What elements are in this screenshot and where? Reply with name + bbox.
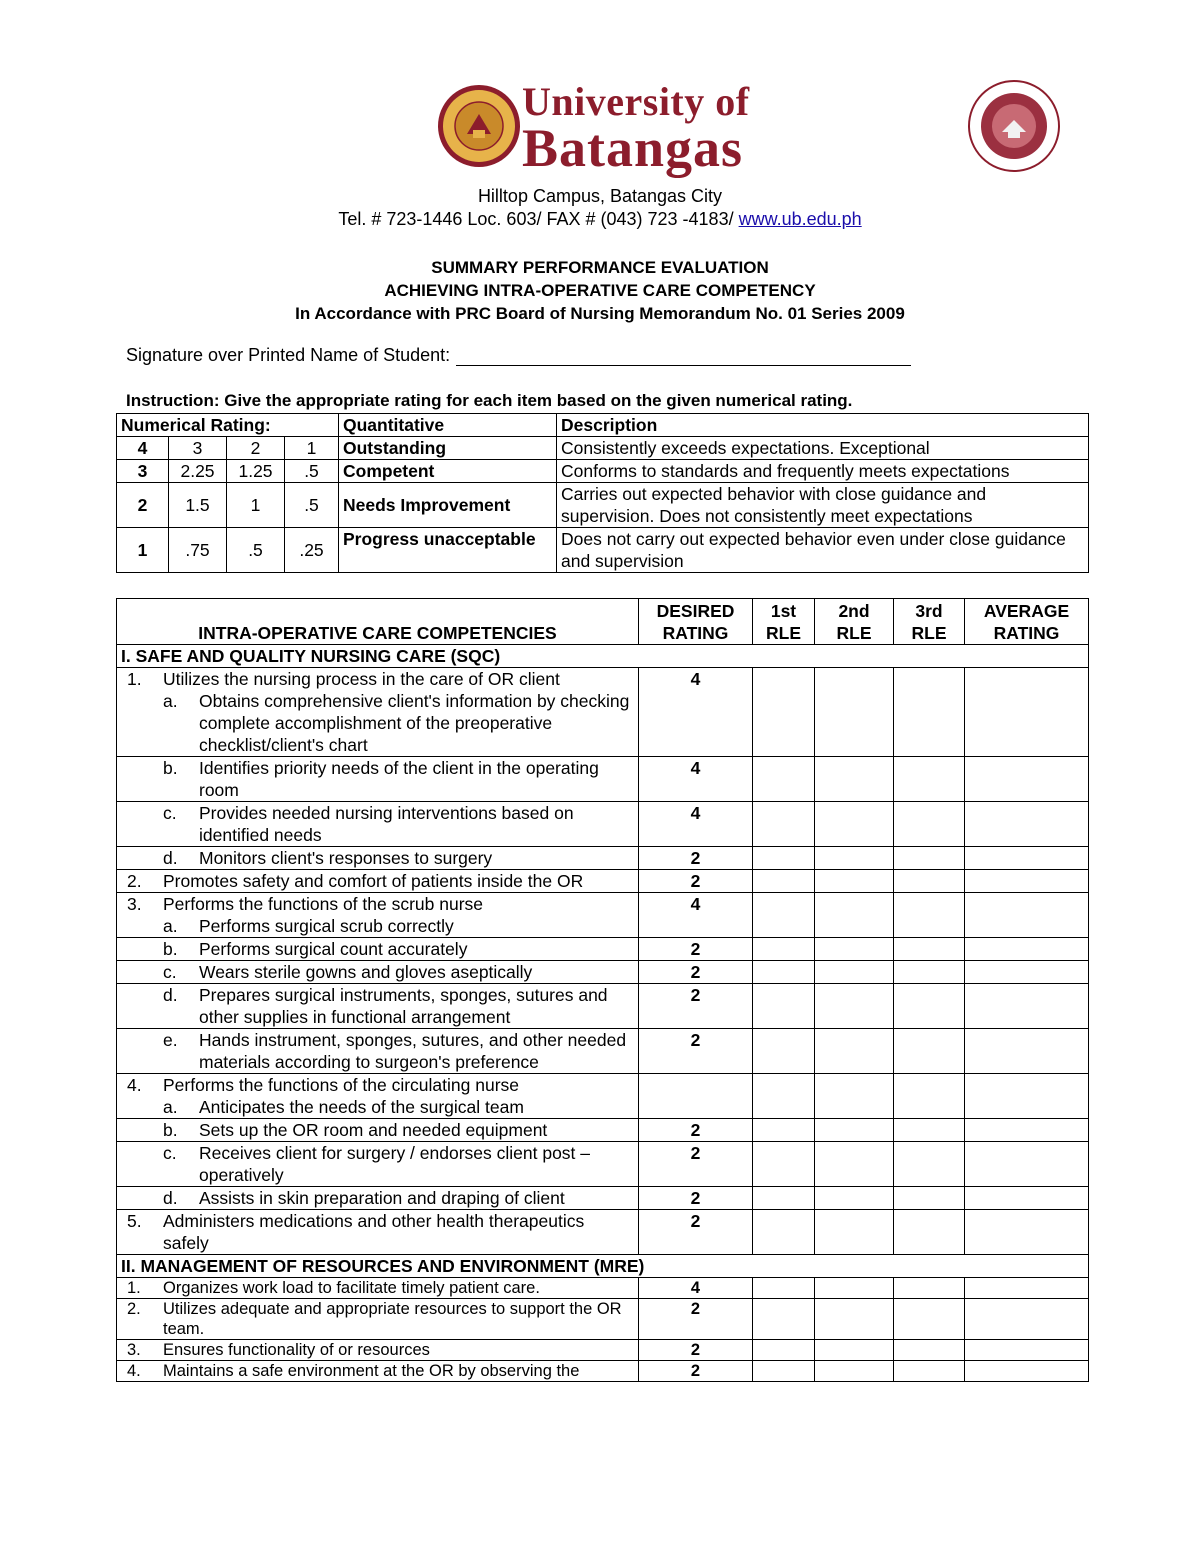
average-input[interactable] — [965, 961, 1089, 984]
desired-rating: 2 — [639, 1340, 753, 1361]
rle2-input[interactable] — [815, 847, 894, 870]
average-input[interactable] — [965, 1210, 1089, 1255]
contact-text: Tel. # 723-1446 Loc. 603/ FAX # (043) 723 -4183/ — [338, 209, 739, 229]
table-row — [117, 1187, 1089, 1210]
desired-rating: 2 — [639, 961, 753, 984]
rle2-input[interactable] — [815, 1278, 894, 1299]
item-number: 5. — [127, 1211, 142, 1231]
table-row — [117, 1278, 1089, 1299]
desired-rating: 2 — [639, 1187, 753, 1210]
rating-value: 2 — [117, 483, 169, 528]
rating-description: Does not carry out expected behavior even under close guidance and supervision — [557, 528, 1089, 573]
item-number: 1. — [127, 669, 142, 689]
table-row — [117, 870, 1089, 893]
item-number: e. — [163, 1030, 178, 1050]
rle1-input[interactable] — [753, 847, 815, 870]
table-row — [117, 1142, 1089, 1187]
table-row — [117, 984, 1089, 1029]
quantitative-header: Quantitative — [339, 414, 557, 437]
average-rating-header: AVERAGE RATING — [965, 599, 1089, 645]
table-row — [117, 1340, 1089, 1361]
wordmark-line2: Batangas — [522, 118, 744, 178]
rating-value: 3 — [169, 437, 227, 460]
desired-rating: 2 — [639, 984, 753, 1029]
average-input[interactable] — [965, 1361, 1089, 1382]
average-input[interactable] — [965, 1142, 1089, 1187]
table-row — [117, 757, 1089, 802]
desired-rating-header: DESIRED RATING — [639, 599, 753, 645]
average-input[interactable] — [965, 870, 1089, 893]
rating-value: 1.25 — [227, 460, 285, 483]
section-sqc: I. SAFE AND QUALITY NURSING CARE (SQC) — [117, 645, 1089, 668]
item-text: Ensures functionality of or resources — [163, 1341, 430, 1359]
average-input[interactable] — [965, 1340, 1089, 1361]
wordmark-line1: University of — [522, 79, 750, 124]
campus-address: Hilltop Campus, Batangas City — [477, 186, 723, 206]
average-input[interactable] — [965, 1119, 1089, 1142]
item-number: a. — [163, 691, 178, 711]
desired-rating: 2 — [639, 1119, 753, 1142]
rle3-input[interactable] — [894, 1340, 965, 1361]
rating-description: Conforms to standards and frequently meets expectations — [557, 460, 1089, 483]
rle1-input[interactable] — [753, 1119, 815, 1142]
average-input[interactable] — [965, 668, 1089, 757]
item-number: d. — [163, 985, 178, 1005]
table-row — [117, 1361, 1089, 1382]
rle2-input[interactable] — [815, 1142, 894, 1187]
item-text: Identifies priority needs of the client in the operating room — [199, 758, 599, 800]
table-row — [117, 938, 1089, 961]
item-number: 4. — [127, 1075, 142, 1095]
title-line3: In Accordance with PRC Board of Nursing Memorandum No. 01 Series 2009 — [295, 304, 905, 323]
rating-value: 1 — [117, 528, 169, 573]
rle2-input[interactable] — [815, 870, 894, 893]
rle3-input[interactable] — [894, 1187, 965, 1210]
rle2-input[interactable] — [815, 802, 894, 847]
item-text: Receives client for surgery / endorses client post –operatively — [199, 1143, 591, 1185]
rle3-input[interactable] — [894, 802, 965, 847]
rating-scale-table — [116, 413, 1089, 573]
item-text: Performs the functions of the circulating nurse — [163, 1075, 520, 1095]
rle2-input[interactable] — [815, 1029, 894, 1074]
rle2-input[interactable] — [815, 757, 894, 802]
rle1-input[interactable] — [753, 1074, 815, 1119]
desired-rating: 2 — [639, 938, 753, 961]
rating-description: Consistently exceeds expectations. Exceptional — [557, 437, 1089, 460]
rle3-input[interactable] — [894, 1029, 965, 1074]
rle3-input[interactable] — [894, 1299, 965, 1340]
rle1-input[interactable] — [753, 1278, 815, 1299]
desired-rating: 2 — [639, 1029, 753, 1074]
table-row — [117, 802, 1089, 847]
item-number: a. — [163, 1097, 178, 1117]
rle2-input[interactable] — [815, 893, 894, 938]
rle2-input[interactable] — [815, 1187, 894, 1210]
table-row — [117, 961, 1089, 984]
desired-rating: 2 — [639, 847, 753, 870]
university-seal-icon — [437, 84, 521, 168]
table-row — [117, 668, 1089, 757]
rle3-input[interactable] — [894, 893, 965, 938]
average-input[interactable] — [965, 757, 1089, 802]
rle3-input[interactable] — [894, 1119, 965, 1142]
third-rle-header: 3rd RLE — [894, 599, 965, 645]
rating-value: 3 — [117, 460, 169, 483]
average-input[interactable] — [965, 847, 1089, 870]
table-row — [117, 847, 1089, 870]
competencies-header: INTRA-OPERATIVE CARE COMPETENCIES — [117, 599, 639, 645]
rating-value: 1.5 — [169, 483, 227, 528]
item-text: Performs the functions of the scrub nurse — [163, 894, 484, 914]
average-input[interactable] — [965, 1029, 1089, 1074]
rating-value: .5 — [285, 460, 339, 483]
rle3-input[interactable] — [894, 938, 965, 961]
contact-line — [0, 209, 1200, 230]
rating-quantitative: Outstanding — [339, 437, 557, 460]
table-row — [117, 893, 1089, 938]
rle2-input[interactable] — [815, 961, 894, 984]
letterhead — [0, 78, 1200, 188]
item-text: Anticipates the needs of the surgical team — [199, 1097, 524, 1117]
item-text: Promotes safety and comfort of patients inside the OR — [163, 871, 584, 891]
table-row — [117, 1029, 1089, 1074]
average-input[interactable] — [965, 984, 1089, 1029]
rle3-input[interactable] — [894, 1074, 965, 1119]
rating-value: .75 — [169, 528, 227, 573]
second-rle-header: 2nd RLE — [815, 599, 894, 645]
rating-value: .5 — [285, 483, 339, 528]
rle3-input[interactable] — [894, 1210, 965, 1255]
rle2-input[interactable] — [815, 1119, 894, 1142]
item-number: b. — [163, 758, 178, 778]
item-text: Performs surgical count accurately — [199, 939, 468, 959]
item-text: Hands instrument, sponges, sutures, and other needed materials according to surgeon's preference — [199, 1030, 627, 1072]
rle1-input[interactable] — [753, 1299, 815, 1340]
table-row — [117, 1119, 1089, 1142]
average-input[interactable] — [965, 1278, 1089, 1299]
average-input[interactable] — [965, 938, 1089, 961]
item-text: Obtains comprehensive client's information by checking complete accomplishment of the preoperative checklist/client's chart — [199, 691, 630, 755]
signature-label: Signature over Printed Name of Student: — [126, 345, 451, 365]
rating-value: 4 — [117, 437, 169, 460]
college-seal-icon — [968, 80, 1060, 172]
rle2-input[interactable] — [815, 1074, 894, 1119]
item-number: 3. — [127, 894, 142, 914]
rle1-input[interactable] — [753, 802, 815, 847]
rle3-input[interactable] — [894, 870, 965, 893]
rle1-input[interactable] — [753, 668, 815, 757]
rle1-input[interactable] — [753, 757, 815, 802]
item-text: Maintains a safe environment at the OR by observing the — [163, 1362, 580, 1380]
signature-line[interactable] — [456, 347, 911, 366]
rle3-input[interactable] — [894, 1142, 965, 1187]
description-header: Description — [557, 414, 1089, 437]
rle3-input[interactable] — [894, 961, 965, 984]
item-text: Utilizes the nursing process in the care of OR client — [163, 669, 560, 689]
average-input[interactable] — [965, 802, 1089, 847]
desired-rating: 4 — [639, 802, 753, 847]
rle2-input[interactable] — [815, 1340, 894, 1361]
rle3-input[interactable] — [894, 668, 965, 757]
item-number: c. — [163, 1143, 177, 1163]
rle2-input[interactable] — [815, 1361, 894, 1382]
section-mre: II. MANAGEMENT OF RESOURCES AND ENVIRONMENT (MRE) — [117, 1255, 1089, 1278]
rating-value: 1 — [227, 483, 285, 528]
first-rle-header: 1st RLE — [753, 599, 815, 645]
rle1-input[interactable] — [753, 961, 815, 984]
university-wordmark — [522, 79, 750, 178]
item-number: 2. — [127, 1300, 141, 1318]
item-number: d. — [163, 1188, 178, 1208]
rle1-input[interactable] — [753, 893, 815, 938]
desired-rating: 2 — [639, 1142, 753, 1187]
item-text: Organizes work load to facilitate timely patient care. — [163, 1279, 540, 1297]
rating-value: 1 — [285, 437, 339, 460]
numerical-rating-header: Numerical Rating: — [117, 414, 339, 437]
item-text: Provides needed nursing interventions based on identified needs — [199, 803, 574, 845]
table-row — [117, 1210, 1089, 1255]
desired-rating — [639, 1074, 753, 1119]
desired-rating: 4 — [639, 668, 753, 757]
item-number: 2. — [127, 871, 142, 891]
rle1-input[interactable] — [753, 1210, 815, 1255]
rle1-input[interactable] — [753, 938, 815, 961]
item-number: b. — [163, 939, 178, 959]
item-number: b. — [163, 1120, 178, 1140]
item-text: Sets up the OR room and needed equipment — [199, 1120, 548, 1140]
rle2-input[interactable] — [815, 1210, 894, 1255]
rle1-input[interactable] — [753, 870, 815, 893]
website-link[interactable]: www.ub.edu.ph — [738, 209, 862, 229]
rle3-input[interactable] — [894, 1361, 965, 1382]
rating-value: .25 — [285, 528, 339, 573]
rating-value: 2 — [227, 437, 285, 460]
rle2-input[interactable] — [815, 938, 894, 961]
rating-quantitative: Progress unacceptable — [339, 528, 557, 573]
title-line2: ACHIEVING INTRA-OPERATIVE CARE COMPETENCY — [384, 281, 816, 300]
desired-rating: 4 — [639, 1278, 753, 1299]
item-number: a. — [163, 916, 178, 936]
rating-description: Carries out expected behavior with close guidance and supervision. Does not consistently meet expectations — [557, 483, 1089, 528]
rle1-input[interactable] — [753, 1340, 815, 1361]
rating-value: 2.25 — [169, 460, 227, 483]
rle3-input[interactable] — [894, 984, 965, 1029]
item-number: 3. — [127, 1341, 141, 1359]
rle1-input[interactable] — [753, 1187, 815, 1210]
average-input[interactable] — [965, 1187, 1089, 1210]
rle1-input[interactable] — [753, 1361, 815, 1382]
competency-cell — [117, 668, 639, 757]
instruction: Instruction: Give the appropriate rating for each item based on the given numerical rating. — [126, 391, 853, 410]
rle3-input[interactable] — [894, 1278, 965, 1299]
rle3-input[interactable] — [894, 757, 965, 802]
item-number: d. — [163, 848, 178, 868]
rle1-input[interactable] — [753, 1142, 815, 1187]
desired-rating: 2 — [639, 1210, 753, 1255]
rle2-input[interactable] — [815, 1299, 894, 1340]
item-number: 4. — [127, 1362, 141, 1380]
item-text: Performs surgical scrub correctly — [199, 916, 454, 936]
rle1-input[interactable] — [753, 1029, 815, 1074]
item-number: c. — [163, 803, 177, 823]
table-row — [117, 1074, 1089, 1119]
average-input[interactable] — [965, 1299, 1089, 1340]
item-text: Administers medications and other health therapeutics safely — [163, 1211, 585, 1253]
signature-field — [126, 345, 911, 366]
table-row — [117, 1299, 1089, 1340]
item-text: Wears sterile gowns and gloves aseptically — [199, 962, 533, 982]
desired-rating: 2 — [639, 1299, 753, 1340]
item-text: Prepares surgical instruments, sponges, sutures and other supplies in functional arrangement — [199, 985, 608, 1027]
rle2-input[interactable] — [815, 668, 894, 757]
rle2-input[interactable] — [815, 984, 894, 1029]
item-text: Assists in skin preparation and draping of client — [199, 1188, 565, 1208]
desired-rating: 2 — [639, 870, 753, 893]
desired-rating: 4 — [639, 757, 753, 802]
document-title — [0, 256, 1200, 325]
title-line1: SUMMARY PERFORMANCE EVALUATION — [431, 258, 769, 277]
rating-quantitative: Competent — [339, 460, 557, 483]
desired-rating: 2 — [639, 1361, 753, 1382]
average-input[interactable] — [965, 893, 1089, 938]
rle3-input[interactable] — [894, 847, 965, 870]
item-text: Utilizes adequate and appropriate resources to support the OR team. — [163, 1300, 622, 1338]
rating-quantitative: Needs Improvement — [339, 483, 557, 528]
average-input[interactable] — [965, 1074, 1089, 1119]
rle1-input[interactable] — [753, 984, 815, 1029]
competency-table — [116, 598, 1089, 1382]
rating-value: .5 — [227, 528, 285, 573]
item-number: c. — [163, 962, 177, 982]
item-text: Monitors client's responses to surgery — [199, 848, 493, 868]
desired-rating: 4 — [639, 893, 753, 938]
item-number: 1. — [127, 1279, 141, 1297]
